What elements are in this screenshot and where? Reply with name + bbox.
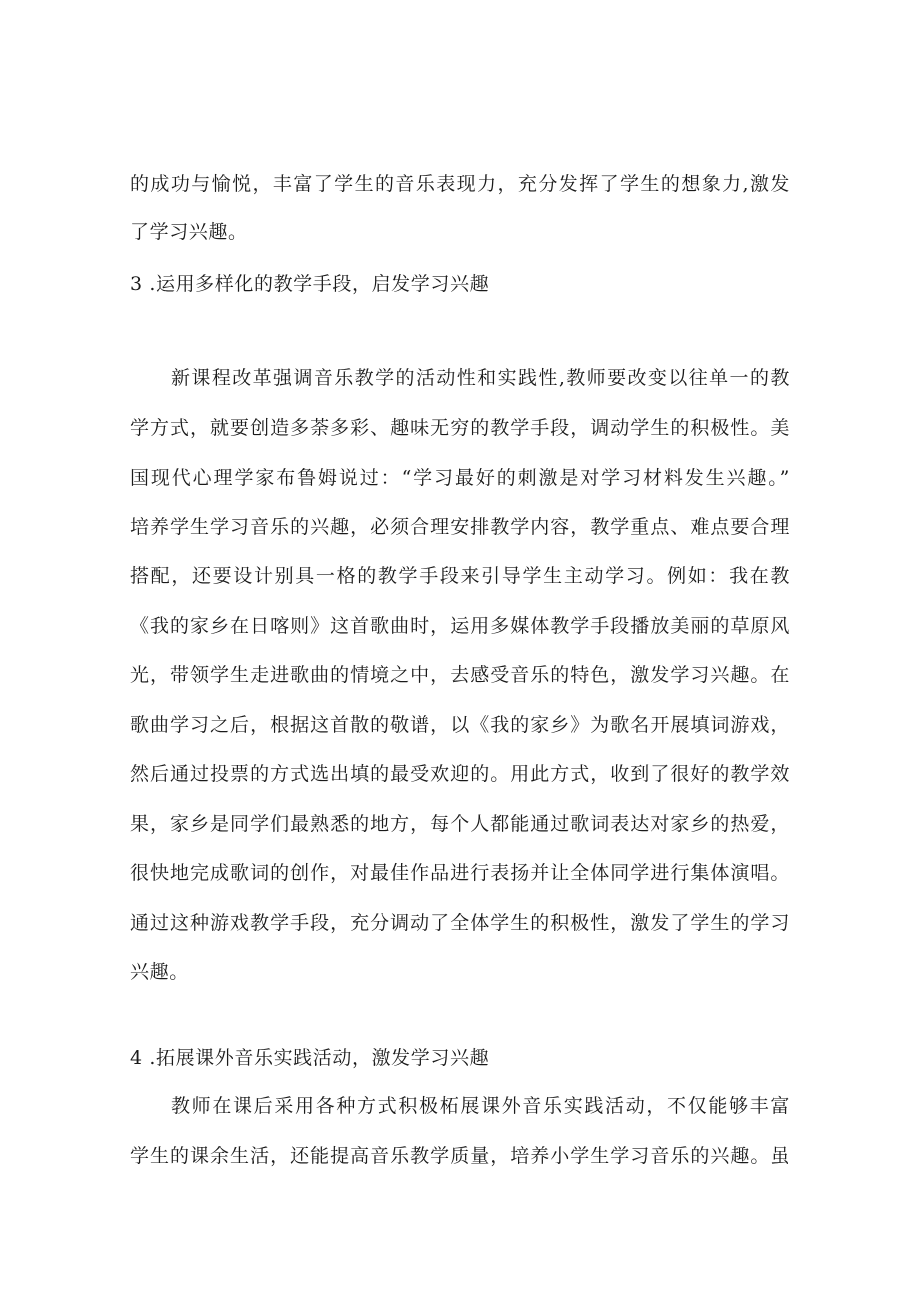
paragraph-line: 国现代心理学家布鲁姆说过：“学习最好的刺激是对学习材料发生兴趣。” <box>130 467 790 489</box>
paragraph-line: 果，家乡是同学们最熟悉的地方，每个人都能通过歌词表达对家乡的热爱， <box>130 813 790 835</box>
paragraph-line: 兴趣。 <box>130 961 189 983</box>
section-heading-4: 4 .拓展课外音乐实践活动，激发学习兴趣 <box>130 1047 490 1069</box>
paragraph-line: 培养学生学习音乐的兴趣，必须合理安排教学内容，教学重点、难点要合理 <box>130 516 790 538</box>
paragraph-line: 光，带领学生走进歌曲的情境之中，去感受音乐的特色，激发学习兴趣。在 <box>130 664 790 686</box>
paragraph-line: 歌曲学习之后，根据这首散的敬谱，以《我的家乡》为歌名开展填词游戏， <box>130 714 790 736</box>
paragraph-line: 通过这种游戏教学手段，充分调动了全体学生的积极性，激发了学生的学习 <box>130 912 790 934</box>
paragraph-line: 新课程改革强调音乐教学的活动性和实践性,教师要改变以往单一的教 <box>171 367 790 389</box>
paragraph-line: 学方式，就要创造多荼多彩、趣味无穷的教学手段，调动学生的积极性。美 <box>130 417 790 439</box>
paragraph-line: 了学习兴趣。 <box>130 221 248 243</box>
paragraph-line: 搭配，还要设计别具一格的教学手段来引导学生主动学习。例如：我在教 <box>130 565 790 587</box>
paragraph-line: 然后通过投票的方式选出填的最受欢迎的。用此方式，收到了很好的教学效 <box>130 763 790 785</box>
paragraph-line: 学生的课余生活，还能提高音乐教学质量，培养小学生学习音乐的兴趣。虽 <box>130 1145 790 1167</box>
paragraph-line: 教师在课后采用各种方式积极柘展课外音乐实践活动，不仅能够丰富 <box>171 1095 790 1117</box>
paragraph-line: 很快地完成歌词的创作，对最佳作品进行表扬并让全体同学进行集体演唱。 <box>130 862 790 884</box>
paragraph-line: 《我的家乡在日喀则》这首歌曲时，运用多媒体教学手段播放美丽的草原风 <box>130 615 790 637</box>
section-heading-3: 3 .运用多样化的教学手段，启发学习兴趣 <box>130 273 490 295</box>
paragraph-line: 的成功与愉悦，丰富了学生的音乐表现力，充分发挥了学生的想象力,激发 <box>130 173 790 195</box>
